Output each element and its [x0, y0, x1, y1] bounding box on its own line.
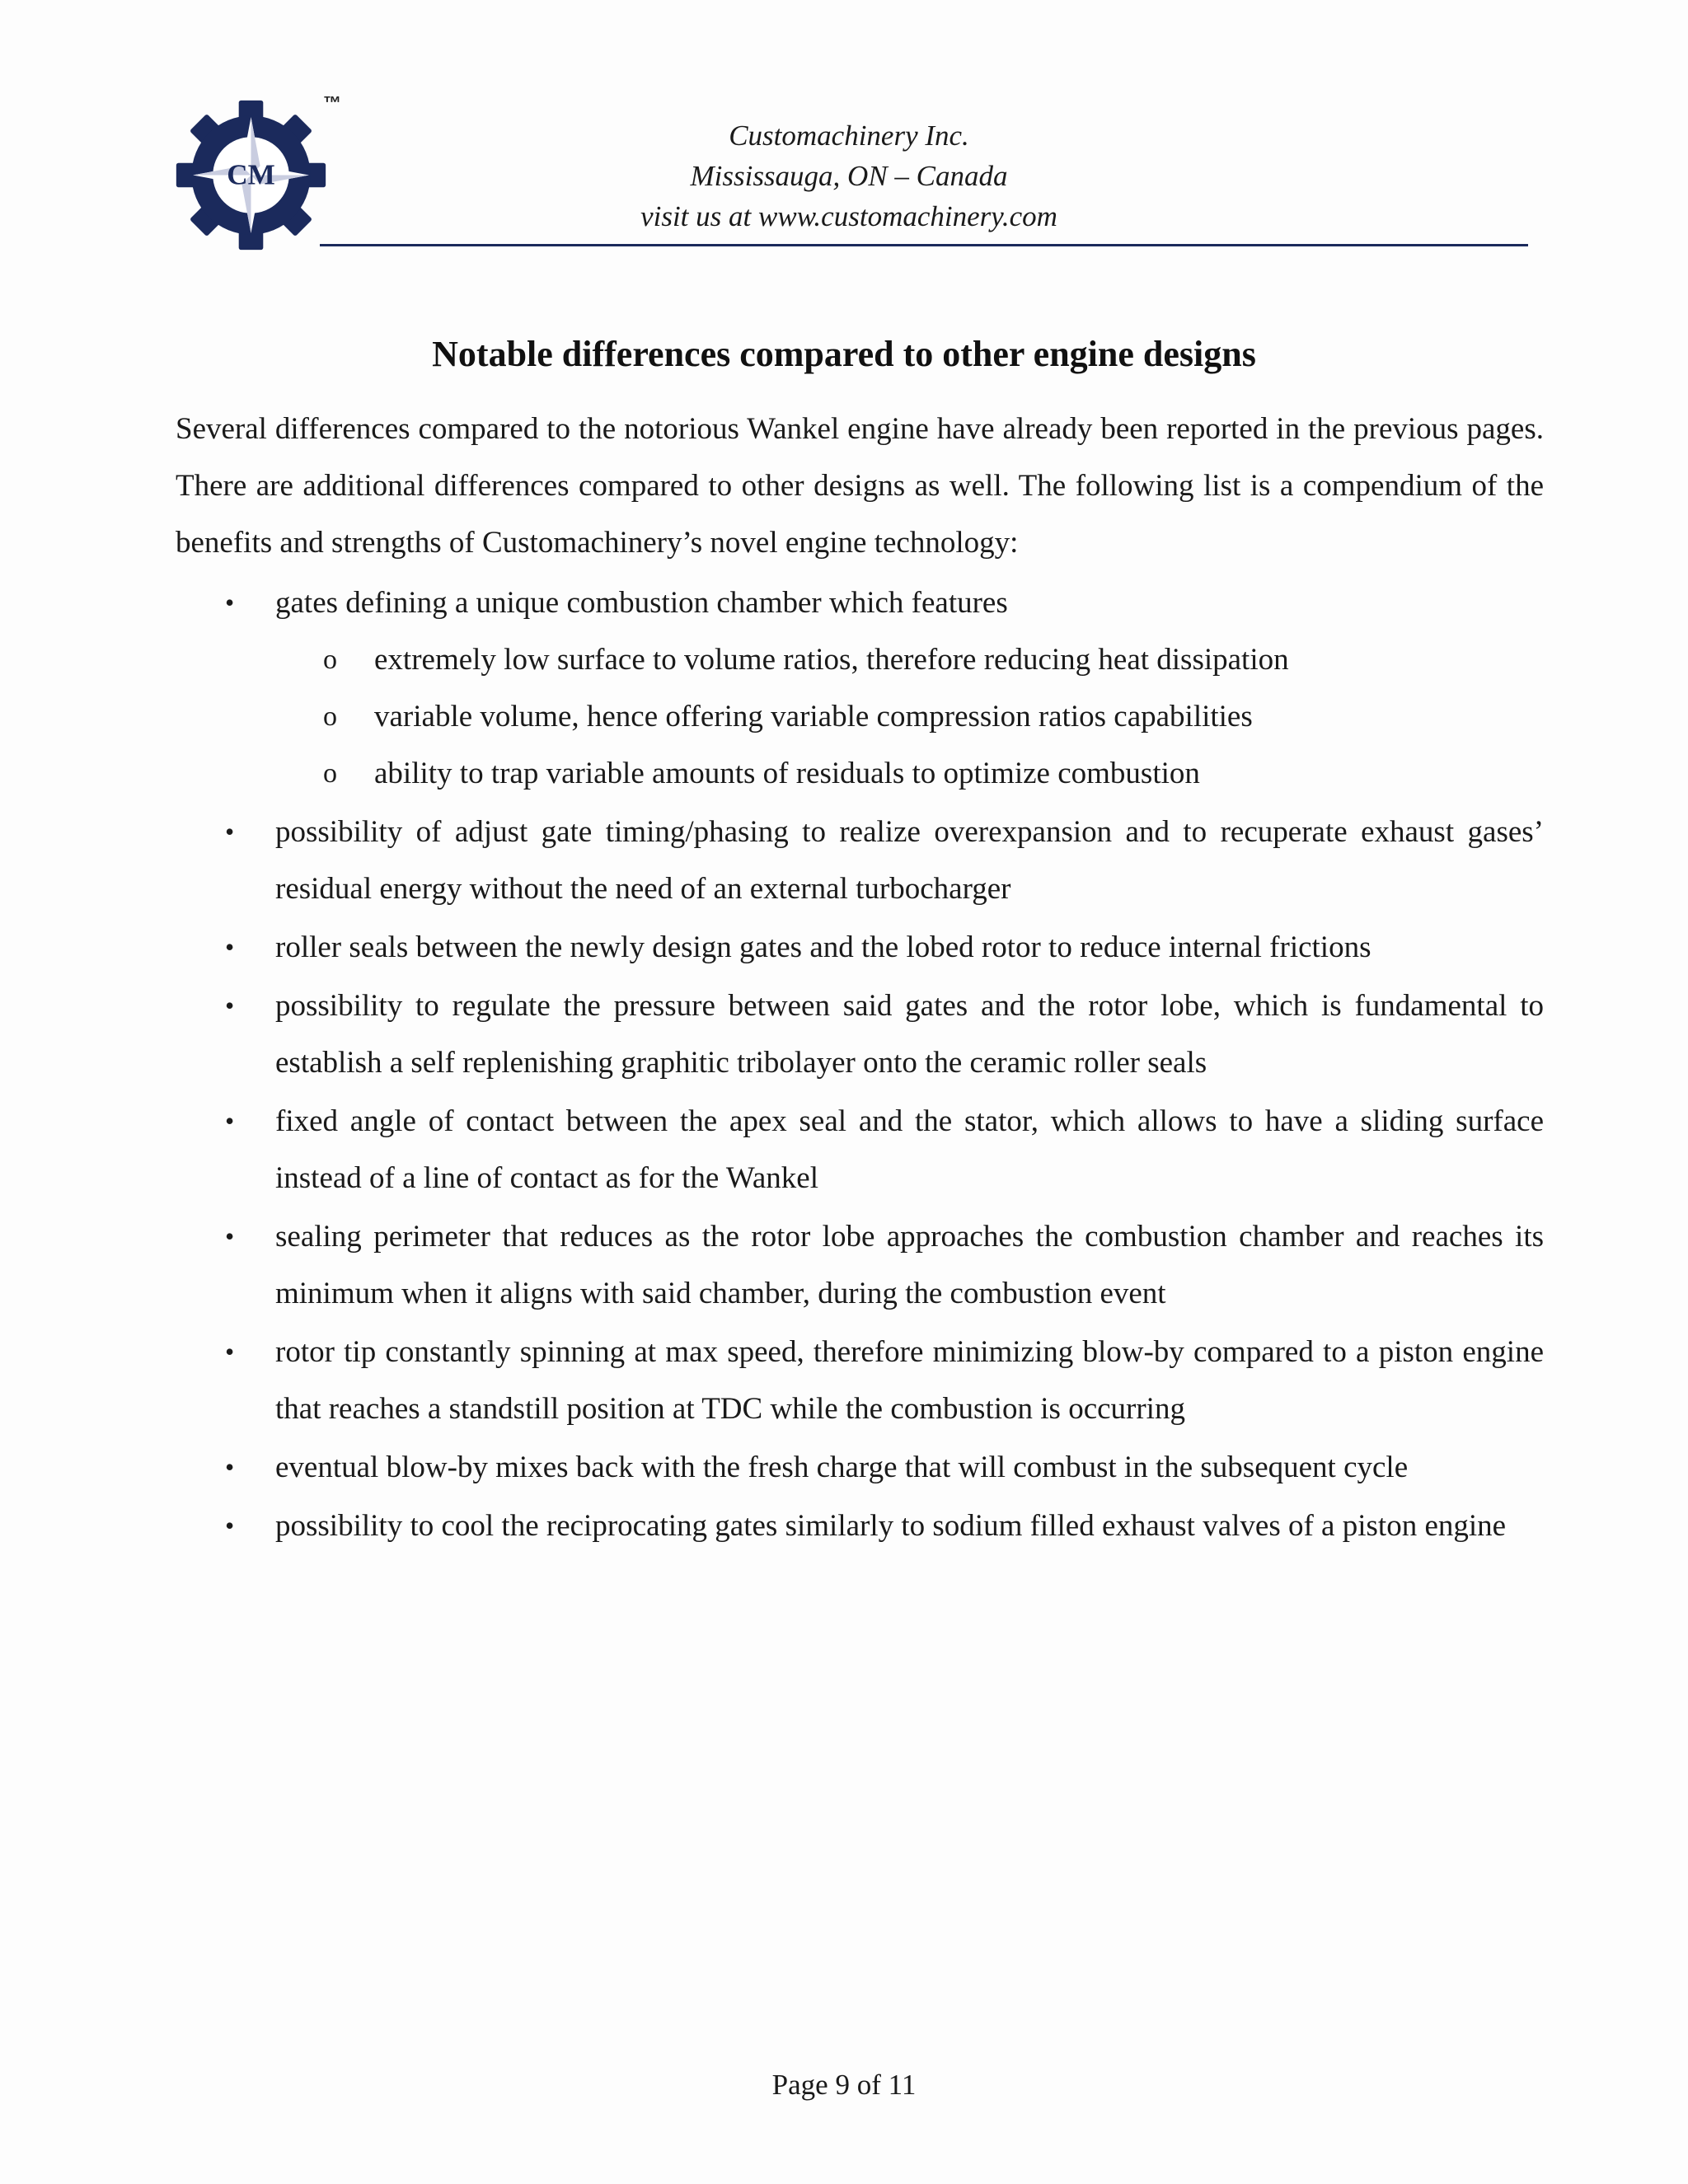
list-item-text: possibility of adjust gate timing/phasing to realize overexpansion and to recuperate exhaust gases’ residual energy without the need of an external turbocharger	[275, 815, 1544, 906]
bullet-icon: •	[225, 817, 235, 846]
svg-text:CM: CM	[227, 158, 275, 191]
list-item	[176, 574, 1544, 802]
list-item	[176, 1208, 1544, 1322]
sub-bullet-icon: o	[323, 644, 337, 675]
header-divider	[320, 244, 1528, 246]
list-item	[176, 977, 1544, 1091]
page-title: Notable differences compared to other engine designs	[432, 334, 1256, 374]
company-location: Mississauga, ON – Canada	[690, 160, 1008, 192]
bullet-icon: •	[225, 1452, 235, 1482]
list-item-text: possibility to regulate the pressure between said gates and the rotor lobe, which is fundamental to establish a self replenishing graphitic tribolayer onto the ceramic roller seals	[275, 989, 1544, 1080]
bullet-icon: •	[225, 1106, 235, 1136]
sub-list-item	[275, 631, 1544, 688]
company-website[interactable]: visit us at www.customachinery.com	[640, 200, 1057, 232]
list-item-text: fixed angle of contact between the apex seal and the stator, which allows to have a sliding surface instead of a line of contact as for the Wankel	[275, 1104, 1544, 1195]
list-item-text: roller seals between the newly design gates and the lobed rotor to reduce internal frictions	[275, 930, 1372, 964]
list-item	[176, 1324, 1544, 1437]
list-item	[176, 1439, 1544, 1496]
list-item-text: rotor tip constantly spinning at max speed, therefore minimizing blow-by compared to a piston engine that reaches a standstill position at TDC while the combustion is occurring	[275, 1335, 1544, 1426]
list-item-text: eventual blow-by mixes back with the fresh charge that will combust in the subsequent cycle	[275, 1451, 1409, 1484]
company-logo	[175, 99, 327, 251]
list-item	[176, 1093, 1544, 1207]
sub-list-item	[275, 688, 1544, 745]
page-number: Page 9 of 11	[771, 2069, 917, 2101]
benefits-list	[176, 574, 1544, 1554]
bullet-icon: •	[225, 932, 235, 962]
sub-bullet-icon: o	[323, 701, 337, 732]
header-address	[569, 115, 1129, 237]
list-item	[176, 1497, 1544, 1554]
document-body	[176, 401, 1544, 1556]
intro-paragraph: Several differences compared to the notorious Wankel engine have already been reported in the previous pages. There are additional differences compared to other designs as well. The following list is a compendium of the benefits and strengths of Customachinery’s novel engine technology:	[176, 412, 1544, 560]
list-item-text: gates defining a unique combustion chamber which features	[275, 586, 1008, 620]
sub-list-item	[275, 745, 1544, 802]
list-item	[176, 804, 1544, 917]
bullet-icon: •	[225, 1221, 235, 1251]
list-item-text: sealing perimeter that reduces as the rotor lobe approaches the combustion chamber and reaches its minimum when it aligns with said chamber, during the combustion event	[275, 1220, 1544, 1310]
sub-list-item-text: variable volume, hence offering variable compression ratios capabilities	[374, 700, 1253, 733]
bullet-icon: •	[225, 1337, 235, 1366]
company-name: Customachinery Inc.	[729, 120, 969, 152]
bullet-icon: •	[225, 1511, 235, 1540]
sub-list	[275, 631, 1544, 802]
list-item-text: possibility to cool the reciprocating gates similarly to sodium filled exhaust valves of a piston engine	[275, 1509, 1507, 1543]
bullet-icon: •	[225, 588, 235, 617]
sub-bullet-icon: o	[323, 758, 337, 789]
trademark-symbol: ™	[323, 92, 341, 113]
list-item	[176, 919, 1544, 976]
sub-list-item-text: extremely low surface to volume ratios, therefore reducing heat dissipation	[374, 643, 1289, 677]
sub-list-item-text: ability to trap variable amounts of residuals to optimize combustion	[374, 757, 1200, 790]
bullet-icon: •	[225, 991, 235, 1020]
